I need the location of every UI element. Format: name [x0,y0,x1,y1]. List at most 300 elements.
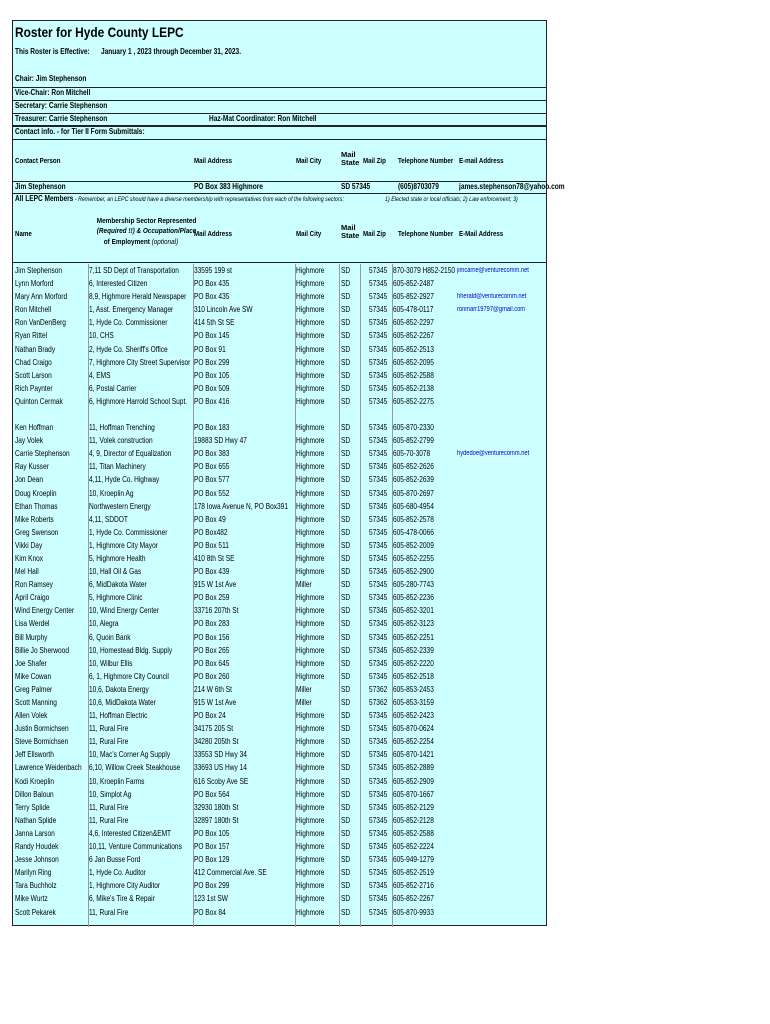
member-sector [89,500,193,513]
member-email [457,735,547,748]
member-email[interactable] [457,447,547,460]
member-city-text: Highmore [296,737,325,747]
member-email-header: E-Mail Address [459,229,504,238]
member-email [457,552,547,565]
member-phone-text: 605-852-2927 [393,292,434,302]
member-city [296,604,338,617]
member-state [341,906,355,919]
member-sector [89,670,193,683]
member-state [341,500,355,513]
contact-state-zip: SD 57345 [341,182,371,191]
member-zip-text: 57345 [368,449,387,459]
member-name-text: Carrie Stephenson [15,449,70,459]
member-email [457,722,547,735]
member-phone [393,696,457,709]
member-mail-address-text: 33716 207th St [194,606,239,616]
member-zip-text: 57345 [368,737,387,747]
member-mail-address [194,892,294,905]
member-phone [393,683,457,696]
member-state [341,526,355,539]
member-phone-text: 605-852-2254 [393,737,434,747]
member-phone [393,617,457,630]
table-row [13,748,546,761]
member-zip [363,827,391,840]
member-sector [89,290,193,303]
member-phone [393,906,457,919]
member-email-text[interactable]: ronmarr19797@gmail.com [457,306,526,314]
member-zip-text: 57345 [368,514,387,524]
member-state [341,343,355,356]
member-sector-text: 11, Rural Fire [89,802,129,812]
member-zip-text: 57345 [368,553,387,563]
member-phone-text: 605-852-2255 [393,553,434,563]
member-city-text: Highmore [296,658,325,668]
member-zip-text: 57345 [368,540,387,550]
member-name-text: Chad Craigo [15,357,52,367]
member-name-text: Steve Bormichsen [15,737,69,747]
member-mail-address-text: PO Box 439 [194,567,230,577]
member-phone [393,657,457,670]
member-zip [363,696,391,709]
member-mail-address-text: 123 1st SW [194,894,228,904]
member-sector-text: 6,10, Willow Creek Steakhouse [89,763,181,773]
member-zip-text: 57345 [368,383,387,393]
member-zip [363,290,391,303]
member-city [296,303,338,316]
member-mail-city-header: Mail City [296,229,322,238]
member-mail-address [194,303,294,316]
member-state [341,552,355,565]
member-sector [89,487,193,500]
member-state-text: SD [341,292,351,302]
member-name-text: Doug Kroeplin [15,488,57,498]
chair: Chair: Jim Stephenson [15,74,87,83]
member-phone-text: 605-852-2095 [393,357,434,367]
member-city [296,277,338,290]
member-mail-address [194,814,294,827]
contact-person: Jim Stephenson [15,182,66,191]
member-zip-text: 57345 [368,527,387,537]
member-mail-address-text: 616 Scoby Ave SE [194,776,249,786]
member-email [457,853,547,866]
member-mail-address [194,840,294,853]
member-state-text: SD [341,488,351,498]
member-zip [363,526,391,539]
member-mail-address-text: PO Box 145 [194,331,230,341]
member-email [457,460,547,473]
member-zip [363,565,391,578]
member-phone-text: 605-852-2639 [393,475,434,485]
member-sector-text: 10,6, Dakota Energy [89,684,149,694]
member-zip [363,369,391,382]
member-email [457,591,547,604]
member-mail-address [194,473,294,486]
member-zip [363,709,391,722]
member-name [15,565,87,578]
member-phone [393,500,457,513]
member-mail-address [194,696,294,709]
member-email [457,683,547,696]
member-phone-text: 605-852-2716 [393,881,434,891]
member-state-text: SD [341,580,351,590]
member-email-text[interactable]: jimcarrie@venturecomm.net [457,267,529,274]
table-row [13,644,546,657]
member-name [15,316,87,329]
member-zip-text: 57345 [368,462,387,472]
member-sector [89,906,193,919]
member-name-text: Marilyn Ring [15,868,52,878]
member-phone-text: 605-870-1421 [393,750,434,760]
member-mail-address-text: 214 W 6th St [194,684,232,694]
contact-email-header: E-mail Address [459,156,504,165]
member-state [341,447,355,460]
member-name [15,395,87,408]
member-state [341,303,355,316]
member-email [457,329,547,342]
member-city-text: Highmore [296,501,325,511]
member-city [296,827,338,840]
member-name-text: Dillon Baloun [15,789,54,799]
member-name [15,473,87,486]
member-name-text: Mary Ann Morford [15,292,68,302]
member-name-text: Wind Energy Center [15,606,75,616]
member-name [15,814,87,827]
member-city [296,814,338,827]
member-state-text: SD [341,606,351,616]
member-mail-zip-header: Mail Zip [363,229,386,238]
member-state [341,329,355,342]
table-row [13,827,546,840]
member-state [341,879,355,892]
member-sector [89,382,193,395]
member-name-text: Janna Larson [15,828,55,838]
table-row [13,866,546,879]
member-sector [89,761,193,774]
member-email[interactable] [457,290,547,303]
member-state [341,722,355,735]
members-label: All LEPC Members [15,194,74,203]
member-zip [363,657,391,670]
member-zip-text: 57345 [368,750,387,760]
member-mail-address-text: PO Box 283 [194,619,230,629]
member-sector-text: 1, Asst. Emergency Manager [89,305,174,315]
member-mail-address-text: PO Box 129 [194,855,230,865]
member-zip [363,329,391,342]
member-state [341,775,355,788]
member-email [457,801,547,814]
member-state-text: SD [341,567,351,577]
member-phone-text: 605-852-2267 [393,894,434,904]
member-sector [89,631,193,644]
member-state-text: SD [341,619,351,629]
member-mail-address-text: PO Box 183 [194,423,230,433]
member-name [15,500,87,513]
member-sector-text: 7,11 SD Dept of Transportation [89,266,179,275]
table-row [13,552,546,565]
member-mail-address-text: PO Box 260 [194,671,230,681]
member-phone-text: 605-852-2423 [393,711,434,721]
member-city-text: Highmore [296,567,325,577]
member-sector [89,539,193,552]
member-name [15,853,87,866]
member-zip [363,395,391,408]
member-email [457,473,547,486]
member-mail-address [194,591,294,604]
member-sector-text: 10, Alegra [89,619,119,629]
member-name [15,264,87,277]
member-state-text: SD [341,855,351,865]
member-name-text: Ron Mitchell [15,305,52,315]
member-mail-address-text: PO Box 259 [194,593,230,603]
member-zip [363,735,391,748]
member-mail-address-text: 412 Commercial Ave. SE [194,868,267,878]
member-phone-text: 605-852-2251 [393,632,434,642]
member-sector-text: 11, Hoffman Trenching [89,423,155,433]
member-name [15,421,87,434]
member-email [457,421,547,434]
contact-person-header: Contact Person [15,156,61,165]
member-email-text[interactable]: hydedoe@venturecomm.net [457,450,530,458]
table-row [13,343,546,356]
member-state-text: SD [341,593,351,603]
member-city [296,447,338,460]
member-zip-text: 57345 [368,789,387,799]
member-phone [393,460,457,473]
member-phone-text: 605-852-2588 [393,828,434,838]
page-title: Roster for Hyde County LEPC [15,24,184,40]
table-row [13,683,546,696]
member-zip-text: 57345 [368,567,387,577]
member-zip-text: 57345 [368,423,387,433]
table-row [13,277,546,290]
member-mail-address [194,277,294,290]
member-sector-text: 11, Volek construction [89,436,153,446]
member-email[interactable] [457,303,547,316]
member-email [457,395,547,408]
member-mail-address [194,382,294,395]
member-zip-text: 57345 [368,344,387,354]
member-email [457,775,547,788]
member-phone-text: 605-870-0624 [393,724,434,734]
member-state-text: SD [341,671,351,681]
member-mail-address-text: 34175 205 St [194,724,234,734]
member-state-text: SD [341,658,351,668]
member-mail-address [194,434,294,447]
member-city [296,369,338,382]
member-phone [393,329,457,342]
table-row [13,604,546,617]
member-sector [89,827,193,840]
member-mail-address-text: PO Box 435 [194,292,230,302]
member-city [296,644,338,657]
member-zip-text: 57362 [368,684,387,694]
member-email [457,879,547,892]
member-zip-text: 57345 [368,501,387,511]
member-name-text: Mike Wurtz [15,894,48,904]
member-city-text: Highmore [296,632,325,642]
member-city-text: Highmore [296,370,325,380]
member-zip [363,500,391,513]
member-sector-text: 4,11, SDDOT [89,514,128,524]
member-mail-address [194,264,294,277]
member-mail-address-text: 915 W 1st Ave [194,580,237,590]
member-state [341,840,355,853]
member-email[interactable] [457,264,547,277]
table-row [13,722,546,735]
member-zip-text: 57345 [368,828,387,838]
member-sector [89,735,193,748]
member-sector-text: 6, MidDakota Water [89,580,147,590]
member-state-text: SD [341,436,351,446]
member-sector [89,683,193,696]
member-mail-address [194,631,294,644]
member-city-text: Highmore [296,292,325,302]
member-mail-address [194,552,294,565]
member-name-text: Tara Buchholz [15,881,57,891]
member-phone [393,487,457,500]
member-city [296,906,338,919]
member-city-text: Highmore [296,593,325,603]
member-phone-text: 605-680-4954 [393,501,434,511]
contact-mail-zip-header: Mail Zip [363,156,386,165]
member-sector-text: 10,6, MidDakota Water [89,698,156,707]
member-sector [89,892,193,905]
member-zip-text: 57345 [368,907,387,917]
member-sector [89,644,193,657]
member-phone [393,866,457,879]
member-zip [363,447,391,460]
member-state-text: SD [341,711,351,721]
member-email [457,866,547,879]
member-name [15,840,87,853]
member-mail-address-text: PO Box 24 [194,711,226,721]
effective-label: This Roster is Effective: [15,47,90,56]
member-phone [393,578,457,591]
member-phone [393,303,457,316]
member-sector-text: 10, Hall Oil & Gas [89,567,142,577]
member-city-text: Highmore [296,344,325,354]
member-email [457,539,547,552]
member-mail-address [194,316,294,329]
member-mail-address [194,487,294,500]
member-city-text: Highmore [296,475,325,485]
member-state-text: SD [341,449,351,459]
table-row [13,591,546,604]
member-state-text: SD [341,724,351,734]
member-sector-text: 8,9, Highmore Herald Newspaper [89,292,187,302]
member-zip [363,892,391,905]
member-city [296,382,338,395]
member-phone [393,761,457,774]
table-row [13,761,546,774]
member-mail-address [194,775,294,788]
member-name-text: Jon Dean [15,475,44,485]
member-email [457,788,547,801]
member-phone-text: 605-852-2799 [393,436,434,446]
member-city-text: Highmore [296,763,325,773]
member-city [296,500,338,513]
member-name [15,775,87,788]
member-sector-text: 11, Rural Fire [89,907,129,917]
member-phone-text: 605-852-2128 [393,815,434,825]
member-phone [393,644,457,657]
member-zip-text: 57345 [368,802,387,812]
member-name [15,513,87,526]
member-city-text: Highmore [296,436,325,446]
member-name-text: Greg Swenson [15,527,59,537]
member-name-text: Terry Splide [15,802,50,812]
member-mail-address-text: PO Box 91 [194,344,226,354]
member-city [296,343,338,356]
member-mail-address [194,565,294,578]
member-city-text: Highmore [296,514,325,524]
member-phone-text: 605-852-2900 [393,567,434,577]
member-state [341,683,355,696]
member-mail-address-text: PO Box 511 [194,540,229,550]
member-city-text: Highmore [296,711,325,721]
member-city [296,892,338,905]
member-name-text: Jesse Johnson [15,855,59,865]
member-state-text: SD [341,396,351,406]
member-email [457,356,547,369]
member-sector [89,840,193,853]
member-city-text: Highmore [296,789,325,799]
table-row [13,631,546,644]
member-phone-text: 605-852-2129 [393,802,434,812]
member-sector [89,814,193,827]
member-name-text: Nathan Splide [15,815,57,825]
member-sector [89,343,193,356]
member-state-text: SD [341,266,351,275]
member-zip [363,775,391,788]
member-mail-address [194,617,294,630]
table-row [13,447,546,460]
member-state-text: SD [341,632,351,642]
member-zip [363,814,391,827]
member-phone [393,591,457,604]
member-sector-text: 5, Highmore Health [89,553,146,563]
member-email [457,827,547,840]
sector-header-line1: Membership Sector Represented [96,216,197,225]
member-phone-text: 605-852-2236 [393,593,434,603]
member-email [457,277,547,290]
member-name [15,644,87,657]
member-state [341,395,355,408]
member-name [15,735,87,748]
member-state-text: SD [341,475,351,485]
member-name [15,866,87,879]
table-row [13,696,546,709]
member-mail-address [194,513,294,526]
member-sector [89,473,193,486]
member-city [296,879,338,892]
member-zip-text: 57345 [368,357,387,367]
member-name-text: Justin Bormichsen [15,724,69,734]
member-city [296,683,338,696]
member-city [296,421,338,434]
member-mail-address [194,290,294,303]
member-phone [393,513,457,526]
member-state-text: SD [341,815,351,825]
member-phone-text: 605-853-2453 [393,684,434,694]
member-email-text[interactable]: hherald@venturecomm.net [457,293,527,301]
treasurer: Treasurer: Carrie Stephenson [15,114,108,123]
member-state [341,513,355,526]
table-row [13,290,546,303]
member-phone [393,775,457,788]
member-state [341,316,355,329]
member-state-text: SD [341,789,351,799]
